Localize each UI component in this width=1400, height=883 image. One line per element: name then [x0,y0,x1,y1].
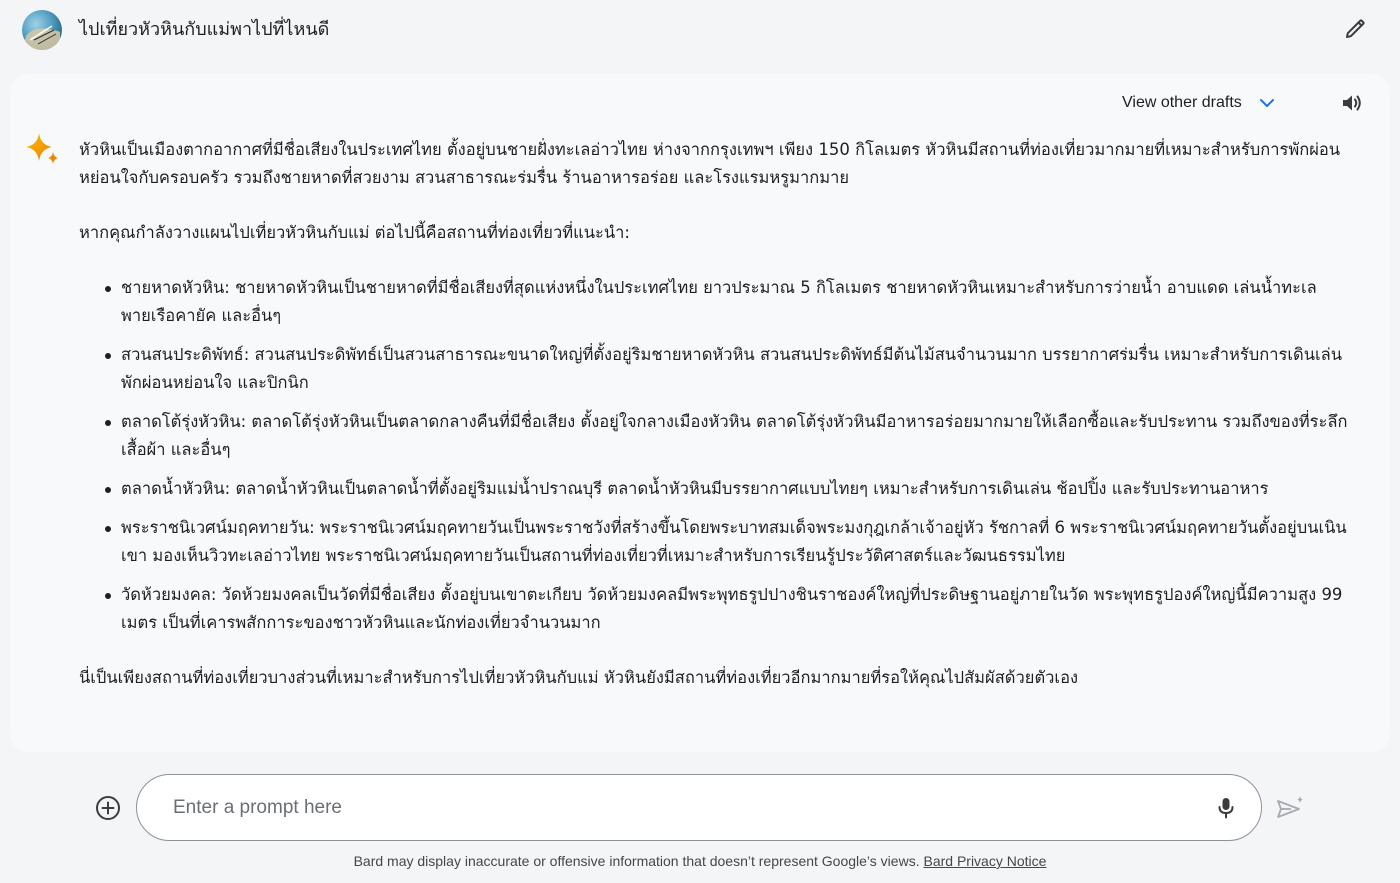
add-circle-icon [95,795,121,821]
response-closing: นี่เป็นเพียงสถานที่ท่องเที่ยวบางส่วนที่เหมาะสำหรับการไปเที่ยวหัวหินกับแม่ หัวหินยังมีสถานที่ท่องเที่ยวอีกมากมายที่รอให้คุณไปสัมผัสด้วยตัวเอง [79,668,1079,687]
list-item: ตลาดน้ำหัวหิน: ตลาดน้ำหัวหินเป็นตลาดน้ำที่ตั้งอยู่ริมแม่น้ำปราณบุรี ตลาดน้ำหัวหินมีบรรยากาศแบบไทยๆ เหมาะสำหรับการเดินเล่น ช้อปปิ้ง และรับประทานอาหาร [79,475,1349,503]
recommendation-list [79,274,1349,637]
list-item: วัดห้วยมงคล: วัดห้วยมงคลเป็นวัดที่มีชื่อเสียง ตั้งอยู่บนเขาตะเกียบ วัดห้วยมงคลมีพระพุทธรูปปางชินราชองค์ใหญ่ที่ประดิษฐานอยู่ภายในวัด พระพุทธรูปองค์ใหญ่นี้มีความสูง 99 เมตร เป็นที่เคารพสักการะของชาวหัวหินและนักท่องเที่ยวจำนวนมาก [79,581,1349,637]
list-item: ตลาดโต้รุ่งหัวหิน: ตลาดโต้รุ่งหัวหินเป็นตลาดกลางคืนที่มีชื่อเสียง ตั้งอยู่ใจกลางเมืองหัวหิน ตลาดโต้รุ่งหัวหินมีอาหารอร่อยมากมายให้เลือกซื้อและรับประทาน รวมถึงของที่ระลึก เสื้อผ้า และอื่นๆ [79,408,1349,464]
conversation-header [0,0,1400,60]
disclaimer-text: Bard may display inaccurate or offensive information that doesn’t represent Google’s views. [353,853,924,869]
microphone-icon [1216,796,1236,820]
disclaimer [0,853,1400,869]
voice-input-button[interactable] [1213,795,1239,821]
avatar-image-icon [22,10,62,50]
list-item: สวนสนประดิพัทธ์: สวนสนประดิพัทธ์เป็นสวนสาธารณะขนาดใหญ่ที่ตั้งอยู่ริมชายหาดหัวหิน สวนสนประดิพัทธ์มีต้นไม้สนจำนวนมาก บรรยากาศร่มรื่น เหมาะสำหรับการเดินเล่น พักผ่อนหย่อนใจ และปิกนิก [79,341,1349,397]
bard-sparkle-icon [24,131,60,167]
response-lead: หากคุณกำลังวางแผนไปเที่ยวหัวหินกับแม่ ต่อไปนี้คือสถานที่ท่องเที่ยวที่แนะนำ: [79,223,630,242]
send-button[interactable] [1274,792,1306,824]
send-icon [1275,794,1305,822]
user-avatar [22,10,62,50]
list-item: ชายหาดหัวหิน: ชายหาดหัวหินเป็นชายหาดที่มีชื่อเสียงที่สุดแห่งหนึ่งในประเทศไทย ยาวประมาณ 5 กิโลเมตร ชายหาดหัวหินเหมาะสำหรับการว่ายน้ำ อาบแดด เล่นน้ำทะเล พายเรือคายัค และอื่นๆ [79,274,1349,330]
list-item: พระราชนิเวศน์มฤคทายวัน: พระราชนิเวศน์มฤคทายวันเป็นพระราชวังที่สร้างขึ้นโดยพระบาทสมเด็จพระมงกุฎเกล้าเจ้าอยู่หัว รัชกาลที่ 6 พระราชนิเวศน์มฤคทายวันตั้งอยู่บนเนินเขา มองเห็นวิวทะเลอ่าวไทย พระราชนิเวศน์มฤคทายวันเป็นสถานที่ท่องเที่ยวที่เหมาะสำหรับการเรียนรู้ประวัติศาสตร์และวัฒนธรรมไทย [79,514,1349,570]
privacy-notice-link[interactable]: Bard Privacy Notice [923,853,1047,869]
view-other-drafts-label: View other drafts [1122,94,1242,111]
pencil-icon [1343,17,1367,41]
speaker-icon [1340,91,1364,115]
read-aloud-button[interactable] [1338,89,1366,117]
response-intro: หัวหินเป็นเมืองตากอากาศที่มีชื่อเสียงในประเทศไทย ตั้งอยู่บนชายฝั่งทะเลอ่าวไทย ห่างจากกรุงเทพฯ เพียง 150 กิโลเมตร หัวหินมีสถานที่ท่องเที่ยวมากมายที่เหมาะสำหรับการพักผ่อนหย่อนใจกับครอบครัว รวมถึงชายหาดที่สวยงาม สวนสาธารณะร่มรื่น ร้านอาหารอร่อย และโรงแรมหรูมากมาย [79,140,1341,187]
prompt-box [136,774,1262,841]
add-attachment-button[interactable] [93,793,123,823]
page-title: ไปเที่ยวหัวหินกับแม่พาไปที่ไหนดี [79,19,330,40]
view-other-drafts-button[interactable] [1122,88,1276,118]
edit-title-button[interactable] [1340,14,1370,44]
prompt-input[interactable] [173,795,1173,821]
chevron-down-icon [1258,94,1276,112]
response-body [79,136,1349,719]
